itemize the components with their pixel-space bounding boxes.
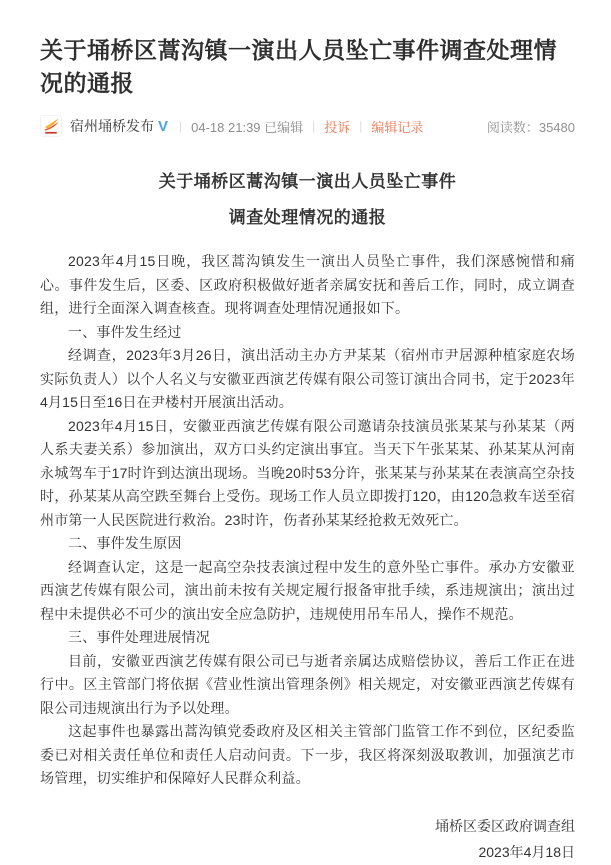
phoenix-logo-icon — [41, 116, 61, 136]
section-heading: 一、事件发生经过 — [68, 323, 182, 340]
paragraph: 2023年4月15日晚，我区蒿沟镇发生一演出人员坠亡事件，我们深感惋惜和痛心。事件发生后，区委、区政府积极做好逝者亲属安抚和善后工作，同时，成立调查组，进行全面深入调查核查。现将调查处理情况通报如下。 — [40, 253, 575, 316]
paragraph: 经调查，2023年3月26日，演出活动主办方尹某某（宿州市尹居源种植家庭农场实际负责人）以个人名义与安徽亚西演艺传媒有限公司签订演出合同书，定于2023年4月15日至16日在尹楼村开展演出活动。 — [40, 347, 575, 410]
read-count: 阅读数：35480 — [486, 119, 575, 135]
divider: | — [312, 119, 316, 133]
article-title-line2: 调查处理情况的通报 — [228, 208, 387, 227]
section-heading: 二、事件发生原因 — [68, 535, 182, 551]
author-name[interactable]: 宿州埇桥发布 — [70, 118, 154, 134]
article-body — [40, 250, 575, 791]
article-title-line1: 关于埇桥区蒿沟镇一演出人员坠亡事件 — [158, 172, 457, 191]
byline-bar — [40, 114, 575, 138]
paragraph: 2023年4月15日，安徽亚西演艺传媒有限公司邀请杂技演员张某某与孙某某（两人系夫妻关系）参加演出，双方口头约定演出事宜。当天下午张某某、孙某某从河南永城驾车于17时许到达演出现场。当晚20时53分许，张某某与孙某某在表演高空杂技时，孙某某从高空跌至舞台上受伤。现场工作人员立即拨打120，由120急救车送至宿州市第一人民医院进行救治。23时许，伤者孙某某经抢救无效死亡。 — [40, 417, 575, 528]
paragraph: 经调查认定，这是一起高空杂技表演过程中发生的意外坠亡事件。承办方安徽亚西演艺传媒有限公司，演出前未按有关规定履行报备审批手续，系违规演出；演出过程中未提供必不可少的演出安全应急防护，违规使用吊车吊人，操作不规范。 — [40, 558, 575, 622]
section-heading: 三、事件处理进展情况 — [68, 629, 210, 645]
divider: | — [359, 119, 363, 133]
signature-date: 2023年4月18日 — [478, 843, 575, 860]
page-title: 关于埇桥区蒿沟镇一演出人员坠亡事件调查处理情况的通报 — [40, 37, 557, 96]
signature-block — [40, 813, 575, 865]
complaint-link[interactable]: 投诉 — [324, 119, 351, 135]
edit-history-link[interactable]: 编辑记录 — [371, 119, 424, 135]
verified-badge-icon: V — [158, 117, 169, 135]
publish-time: 04-18 21:39 已编辑 — [191, 119, 304, 135]
divider: | — [179, 119, 183, 133]
article-title — [40, 164, 575, 236]
paragraph: 这起事件也暴露出蒿沟镇党委政府及区相关主管部门监管工作不到位，区纪委监委已对相关责任单位和责任人启动问责。下一步，我区将深刻汲取教训，加强演艺市场管理，切实维护和保障好人民群众利益。 — [40, 723, 575, 786]
paragraph: 目前，安徽亚西演艺传媒有限公司已与逝者亲属达成赔偿协议，善后工作正在进行中。区主管部门将依据《营业性演出管理条例》相关规定，对安徽亚西演艺传媒有限公司违规演出行为予以处理。 — [40, 652, 575, 716]
signature-org: 埇桥区委区政府调查组 — [435, 817, 575, 834]
author-avatar[interactable] — [40, 115, 62, 137]
